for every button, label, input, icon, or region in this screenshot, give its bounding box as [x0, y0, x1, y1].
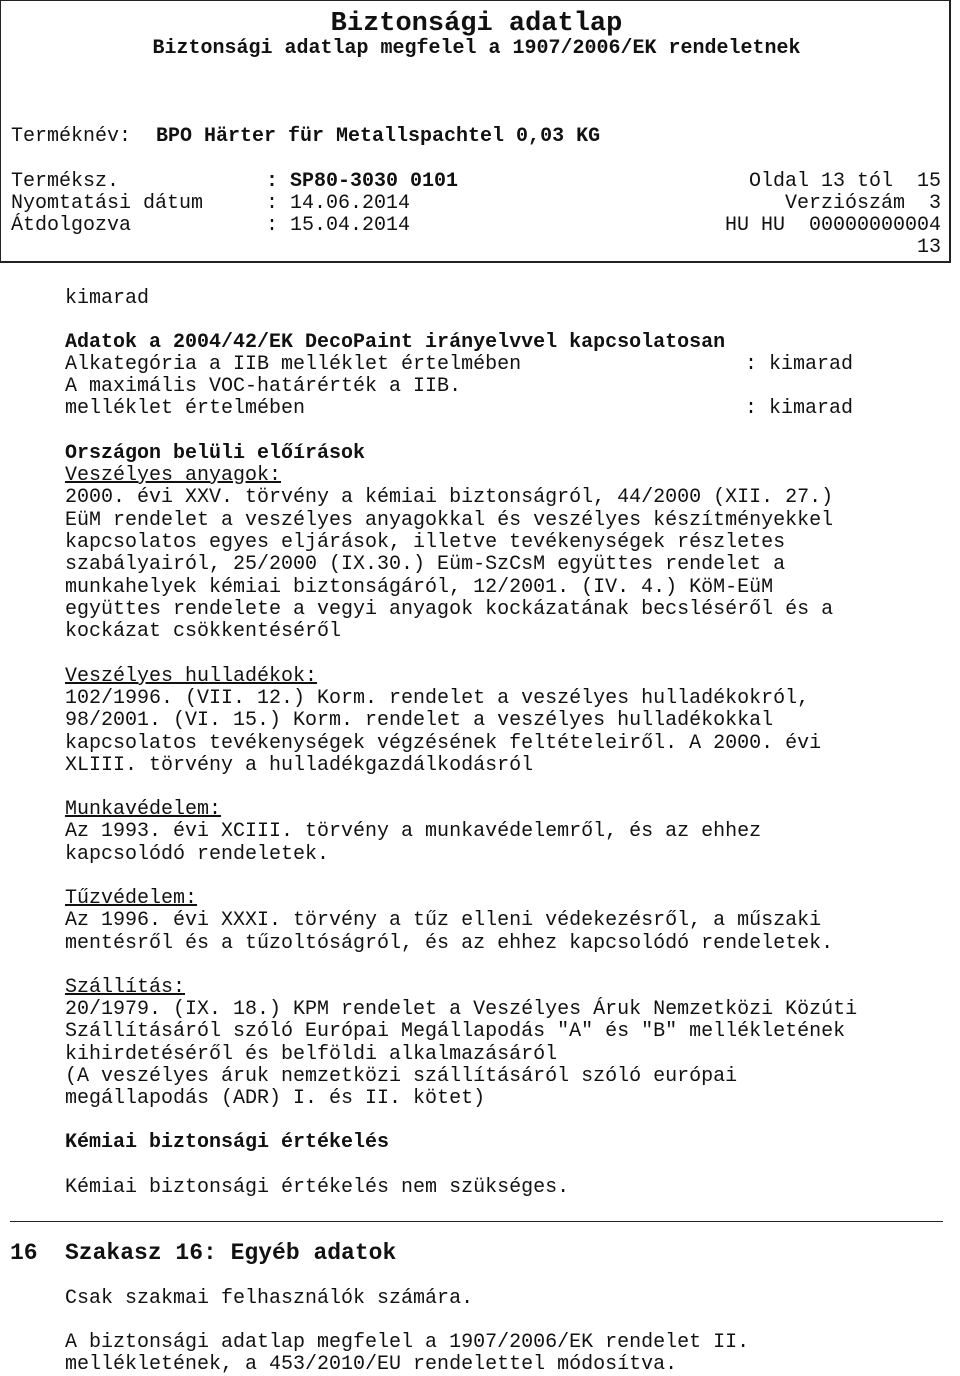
- hazardous-substances-line: 2000. évi XXV. törvény a kémiai biztonságról, 44/2000 (XII. 27.): [65, 486, 834, 509]
- national-regulations-heading: Országon belüli előírások: [65, 442, 366, 465]
- subcategory-label: Alkategória a IIB melléklet értelmében: [65, 353, 522, 376]
- transport-line: 20/1979. (IX. 18.) KPM rendelet a Veszélyes Áruk Nemzetközi Közúti: [65, 998, 858, 1021]
- work-safety-line: kapcsolódó rendeletek.: [65, 843, 330, 866]
- hazardous-waste-line: 98/2001. (VI. 15.) Korm. rendelet a veszélyes hulladékokkal: [65, 709, 774, 732]
- voc-label-line-1: A maximális VOC-határérték a IIB.: [65, 375, 462, 398]
- hazardous-substances-line: kockázat csökkentéséről: [65, 620, 342, 643]
- chem-safety-heading: Kémiai biztonsági értékelés: [65, 1131, 390, 1154]
- transport-line: Szállításáról szóló Európai Megállapodás "A" és "B" mellékletének: [65, 1020, 846, 1043]
- print-date: : 14.06.2014: [266, 192, 411, 215]
- transport-line: kihirdetéséről és belföldi alkalmazásáról: [65, 1043, 558, 1066]
- voc-value: : kimarad: [745, 397, 854, 420]
- decopaint-heading: Adatok a 2004/42/EK DecoPaint irányelvvel kapcsolatosan: [65, 331, 726, 354]
- hazardous-waste-line: kapcsolatos tevékenységek végzésének feltételeiről. A 2000. évi: [65, 732, 822, 755]
- hazardous-substances-line: EüM rendelet a veszélyes anyagokkal és veszélyes készítményekkel: [65, 509, 834, 532]
- hazardous-substances-line: szabályairól, 25/2000 (IX.30.) Eüm-SzCsM együttes rendelet a: [65, 553, 786, 576]
- print-date-label: Nyomtatási dátum: [11, 192, 204, 215]
- revised-date: : 15.04.2014: [266, 214, 411, 237]
- transport-line: megállapodás (ADR) I. és II. kötet): [65, 1087, 486, 1110]
- kimarad-text: kimarad: [65, 287, 150, 310]
- hazardous-substances-line: munkahelyek kémiai biztonságáról, 12/2001. (IV. 4.) KöM-EüM: [65, 576, 774, 599]
- professional-use-text: Csak szakmai felhasználók számára.: [65, 1287, 474, 1310]
- page-info: Oldal 13 tól 15: [748, 170, 941, 193]
- document-subtitle: Biztonsági adatlap megfelel a 1907/2006/EK rendeletnek: [152, 37, 801, 60]
- section-number: 16: [10, 1240, 38, 1266]
- subcategory-value: : kimarad: [745, 353, 854, 376]
- section-title: Szakasz 16: Egyéb adatok: [65, 1240, 397, 1266]
- hazardous-waste-line: XLIII. törvény a hulladékgazdálkodásról: [65, 754, 534, 777]
- fire-safety-line: Az 1996. évi XXXI. törvény a tűz elleni védekezésről, a műszaki: [65, 909, 822, 932]
- doc-code-2: 13: [916, 236, 941, 259]
- hazardous-substances-line: együttes rendelete a vegyi anyagok kockázatának becsléséről és a: [65, 598, 834, 621]
- revised-label: Átdolgozva: [11, 214, 132, 237]
- product-name-label: Terméknév:: [11, 125, 132, 148]
- fire-safety-label: Tűzvédelem:: [65, 887, 198, 910]
- footer-line: A biztonsági adatlap megfelel a 1907/2006/EK rendelet II.: [65, 1331, 750, 1354]
- document-header: [0, 0, 951, 263]
- hazardous-waste-line: 102/1996. (VII. 12.) Korm. rendelet a veszélyes hulladékokról,: [65, 687, 810, 710]
- fire-safety-line: mentésről és a tűzoltóságról, és az ehhez kapcsolódó rendeletek.: [65, 932, 834, 955]
- doc-code: HU HU 00000000004: [724, 214, 941, 237]
- product-name: BPO Härter für Metallspachtel 0,03 KG: [156, 125, 601, 148]
- product-no: : SP80-3030 0101: [266, 170, 459, 193]
- document-title: Biztonsági adatlap: [330, 9, 623, 39]
- product-no-label: Terméksz.: [11, 170, 120, 193]
- hazardous-substances-label: Veszélyes anyagok:: [65, 464, 282, 487]
- work-safety-label: Munkavédelem:: [65, 798, 222, 821]
- transport-line: (A veszélyes áruk nemzetközi szállításáról szóló európai: [65, 1065, 738, 1088]
- hazardous-waste-label: Veszélyes hulladékok:: [65, 665, 318, 688]
- version: Verziószám 3: [784, 192, 941, 215]
- transport-label: Szállítás:: [65, 976, 186, 999]
- work-safety-line: Az 1993. évi XCIII. törvény a munkavédelemről, és az ehhez: [65, 820, 762, 843]
- hazardous-substances-line: kapcsolatos egyes eljárások, illetve tevékenységek részletes: [65, 531, 786, 554]
- voc-label-line-2: melléklet értelmében: [65, 397, 306, 420]
- footer-line: mellékletének, a 453/2010/EU rendelettel módosítva.: [65, 1353, 678, 1376]
- section-divider: [10, 1221, 943, 1222]
- chem-safety-text: Kémiai biztonsági értékelés nem szükséges.: [65, 1176, 570, 1199]
